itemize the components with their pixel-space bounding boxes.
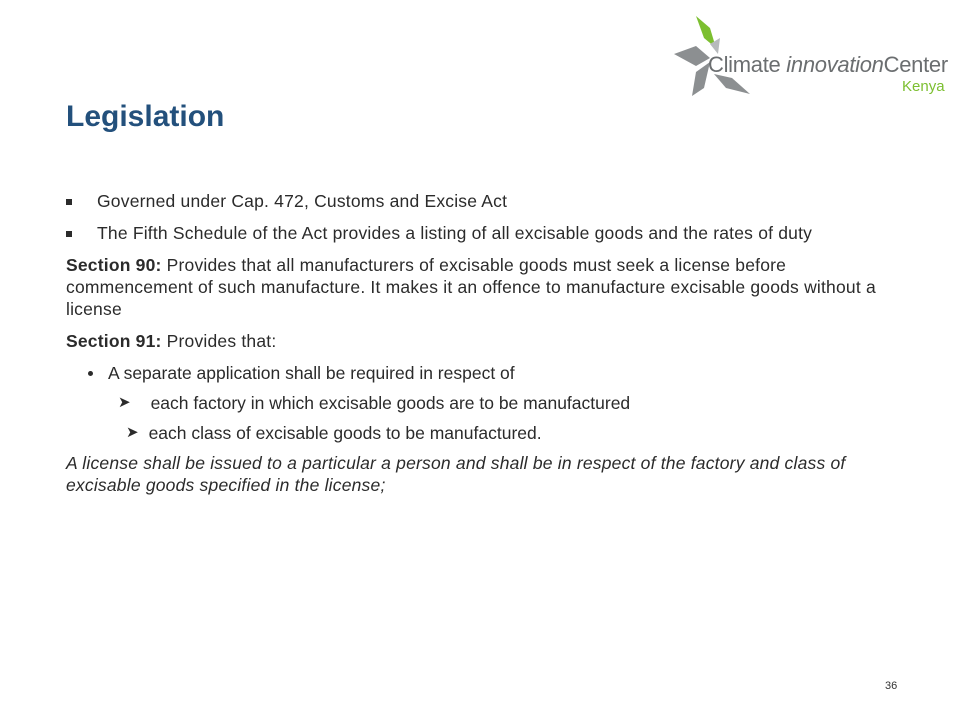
bullet-text: The Fifth Schedule of the Act provides a listing of all excisable goods and the rates of duty <box>97 223 813 243</box>
bullet-item <box>66 222 906 244</box>
arrow-item <box>66 392 906 414</box>
arrow-text: each class of excisable goods to be manufactured. <box>148 423 542 443</box>
section-90-paragraph <box>66 254 906 320</box>
closing-statement: A license shall be issued to a particular a person and shall be in respect of the factory and class of excisable goods specified in the license; <box>66 453 846 495</box>
round-bullet-icon <box>88 371 93 376</box>
logo-country: Kenya <box>902 78 945 95</box>
section-90-text: Provides that all manufacturers of excisable goods must seek a license before commencement of such manufacture. It makes it an offence to manufacture excisable goods without a license <box>66 255 876 319</box>
square-bullet-icon <box>66 231 72 237</box>
sub-bullet-text: A separate application shall be required in respect of <box>108 363 515 383</box>
bullet-text: Governed under Cap. 472, Customs and Excise Act <box>97 191 508 211</box>
bullet-item <box>66 190 906 212</box>
slide-content <box>66 190 906 496</box>
climate-innovation-center-logo <box>670 14 950 106</box>
arrow-text: each factory in which excisable goods are to be manufactured <box>150 393 631 413</box>
sub-bullet-item <box>66 362 906 384</box>
section-91-text: Provides that: <box>161 331 277 351</box>
arrow-bullet-icon: ➤ <box>126 424 139 441</box>
arrow-bullet-icon: ➤ <box>118 394 131 411</box>
logo-name-regular: Climate <box>708 52 781 77</box>
section-91-label: Section 91: <box>66 331 162 351</box>
page-number: 36 <box>885 680 898 692</box>
logo-name-end: Center <box>883 52 948 77</box>
arrow-item <box>66 422 906 444</box>
section-91-paragraph <box>66 330 906 352</box>
logo-name <box>708 52 948 78</box>
logo-name-italic: innovation <box>786 52 884 77</box>
section-90-label: Section 90: <box>66 255 162 275</box>
slide-title: Legislation <box>66 100 225 133</box>
square-bullet-icon <box>66 199 72 205</box>
